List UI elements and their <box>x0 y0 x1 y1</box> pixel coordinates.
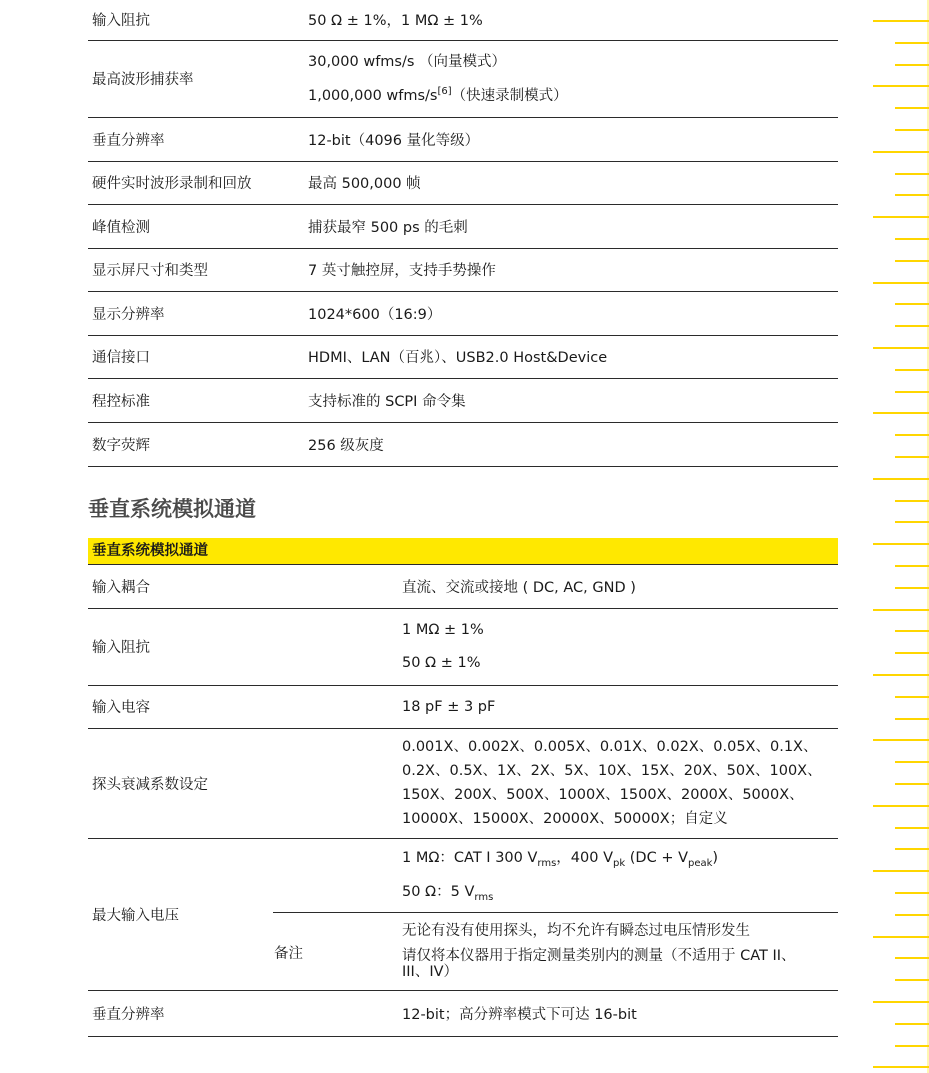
spec-table-vertical <box>88 565 838 1037</box>
table-row <box>88 422 838 466</box>
row-value: 最高 500,000 帧 <box>306 161 838 204</box>
value-text: ，400 V <box>556 850 614 866</box>
row-key <box>88 838 398 990</box>
subscript: pk <box>613 857 626 869</box>
ruler-tick <box>895 194 929 196</box>
spec-table-vertical-wrap <box>88 538 838 1037</box>
ruler-tick <box>895 652 929 654</box>
row-key: 显示分辨率 <box>88 291 306 335</box>
ruler-tick <box>895 434 929 436</box>
ruler-tick <box>895 303 929 305</box>
row-value <box>398 728 838 838</box>
value-text: (DC + V <box>625 850 688 866</box>
value-line: 10000X、15000X、20000X、50000X；自定义 <box>402 811 728 827</box>
ruler-tick <box>873 805 929 807</box>
table-row <box>88 685 838 728</box>
note-value <box>398 912 838 990</box>
footnote-ref: [6] <box>437 85 452 97</box>
ruler-tick <box>873 412 929 414</box>
value-line <box>402 883 838 901</box>
ruler-tick <box>895 848 929 850</box>
subscript: peak <box>688 857 713 869</box>
row-value: 12-bit；高分辨率模式下可达 16-bit <box>398 990 838 1036</box>
ruler-tick <box>895 129 929 131</box>
ruler-tick <box>895 260 929 262</box>
ruler-tick <box>895 565 929 567</box>
ruler-tick <box>895 1023 929 1025</box>
ruler-tick <box>873 151 929 153</box>
section-heading: 垂直系统模拟通道 <box>88 497 256 521</box>
ruler-tick <box>895 173 929 175</box>
row-value: 捕获最窄 500 ps 的毛刺 <box>306 204 838 248</box>
note-line: 无论有没有使用探头，均不允许有瞬态过电压情形发生 <box>402 923 750 939</box>
ruler-tick <box>873 936 929 938</box>
table-row <box>88 565 838 608</box>
table-row <box>88 40 838 117</box>
note-line: 请仅将本仪器用于指定测量类别内的测量（不适用于 CAT II、III、IV） <box>402 948 796 980</box>
value-text: 1,000,000 wfms/s <box>308 87 438 104</box>
value-line: 0.2X、0.5X、1X、2X、5X、10X、15X、20X、50X、100X、 <box>402 763 822 779</box>
value-line <box>402 849 838 867</box>
table-row <box>88 0 838 40</box>
value-text: ) <box>712 850 719 866</box>
table-title-bar: 垂直系统模拟通道 <box>88 538 838 565</box>
value-text: （快速录制模式） <box>451 87 568 104</box>
ruler-tick <box>895 696 929 698</box>
ruler-tick <box>895 500 929 502</box>
ruler-tick <box>873 282 929 284</box>
ruler-tick <box>895 979 929 981</box>
row-key: 输入阻抗 <box>88 0 306 40</box>
row-value <box>398 608 838 685</box>
ruler-tick <box>873 870 929 872</box>
ruler-tick <box>895 783 929 785</box>
row-key: 程控标准 <box>88 378 306 422</box>
side-ruler-decoration <box>869 0 929 1073</box>
table-row <box>88 204 838 248</box>
row-value: 50 Ω ± 1%，1 MΩ ± 1% <box>306 0 838 40</box>
row-value: 18 pF ± 3 pF <box>398 685 838 728</box>
table-row-max-voltage-a <box>88 838 838 912</box>
ruler-tick <box>873 216 929 218</box>
row-value: 直流、交流或接地 ( DC, AC, GND ) <box>398 565 838 608</box>
ruler-tick <box>873 478 929 480</box>
ruler-tick <box>873 739 929 741</box>
row-key: 峰值检测 <box>88 204 306 248</box>
table-row <box>88 161 838 204</box>
ruler-tick <box>895 827 929 829</box>
table-row <box>88 608 838 685</box>
ruler-tick <box>873 85 929 87</box>
ruler-tick <box>873 20 929 22</box>
spec-table-top-wrap <box>88 0 838 467</box>
ruler-tick <box>895 630 929 632</box>
value-line: 30,000 wfms/s （向量模式） <box>308 53 507 70</box>
row-key: 显示屏尺寸和类型 <box>88 248 306 291</box>
row-value: 7 英寸触控屏，支持手势操作 <box>306 248 838 291</box>
value-line: 1 MΩ ± 1% <box>402 622 484 638</box>
ruler-tick <box>895 325 929 327</box>
subscript: rms <box>537 857 557 869</box>
value-text: 1 MΩ：CAT I 300 V <box>402 850 538 866</box>
subscript: rms <box>474 891 494 903</box>
ruler-tick <box>873 1066 929 1068</box>
ruler-tick <box>895 957 929 959</box>
row-key: 垂直分辨率 <box>88 117 306 161</box>
ruler-tick <box>895 391 929 393</box>
value-line: 150X、200X、500X、1000X、1500X、2000X、5000X、 <box>402 787 804 803</box>
row-value: HDMI、LAN（百兆）、USB2.0 Host&Device <box>306 335 838 378</box>
ruler-tick <box>895 64 929 66</box>
row-value <box>306 40 838 117</box>
row-key: 通信接口 <box>88 335 306 378</box>
note-label: 备注 <box>274 945 303 962</box>
table-row <box>88 117 838 161</box>
row-key-text: 最大输入电压 <box>92 907 179 924</box>
row-key: 垂直分辨率 <box>88 990 398 1036</box>
row-value: 256 级灰度 <box>306 422 838 466</box>
table-row <box>88 728 838 838</box>
value-line: 0.001X、0.002X、0.005X、0.01X、0.02X、0.05X、0.1X、 <box>402 739 818 755</box>
ruler-tick <box>895 1045 929 1047</box>
row-key: 最高波形捕获率 <box>88 40 306 117</box>
spec-table-top <box>88 0 838 467</box>
ruler-tick <box>895 238 929 240</box>
ruler-tick <box>895 892 929 894</box>
ruler-tick <box>895 107 929 109</box>
row-key: 探头衰减系数设定 <box>88 728 398 838</box>
ruler-tick <box>873 609 929 611</box>
ruler-tick <box>895 521 929 523</box>
ruler-tick <box>895 587 929 589</box>
table-row <box>88 335 838 378</box>
row-key: 输入耦合 <box>88 565 398 608</box>
row-key: 数字荧辉 <box>88 422 306 466</box>
ruler-tick <box>873 543 929 545</box>
ruler-tick <box>895 456 929 458</box>
value-line: 50 Ω ± 1% <box>402 655 481 671</box>
row-value: 12-bit（4096 量化等级） <box>306 117 838 161</box>
ruler-tick <box>895 42 929 44</box>
ruler-tick <box>895 761 929 763</box>
table-row <box>88 990 838 1036</box>
row-key: 输入阻抗 <box>88 608 398 685</box>
table-row <box>88 248 838 291</box>
ruler-tick <box>895 369 929 371</box>
row-key: 硬件实时波形录制和回放 <box>88 161 306 204</box>
row-value <box>398 838 838 912</box>
value-text: 50 Ω：5 V <box>402 884 475 900</box>
row-key: 输入电容 <box>88 685 398 728</box>
ruler-tick <box>873 674 929 676</box>
row-value: 支持标准的 SCPI 命令集 <box>306 378 838 422</box>
ruler-tick <box>873 1001 929 1003</box>
value-line <box>308 87 838 105</box>
note-divider <box>273 912 398 913</box>
ruler-tick <box>873 347 929 349</box>
row-value: 1024*600（16:9） <box>306 291 838 335</box>
table-row <box>88 291 838 335</box>
ruler-tick <box>895 914 929 916</box>
table-row <box>88 378 838 422</box>
ruler-tick <box>895 718 929 720</box>
